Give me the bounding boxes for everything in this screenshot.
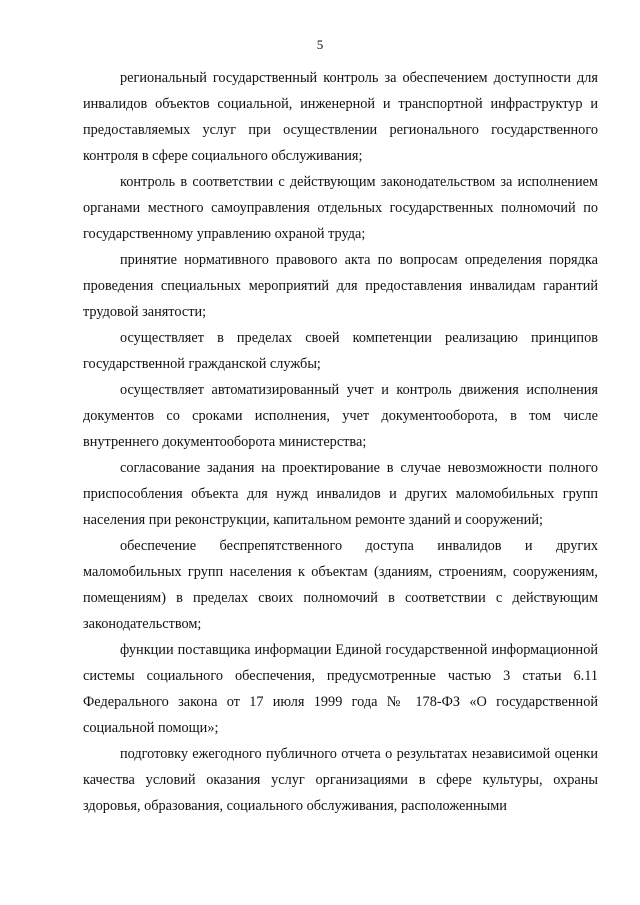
paragraph-civil-service: осуществляет в пределах своей компетенции реализацию принципов государственной гражданской службы; — [83, 330, 598, 372]
paragraph-normative-act: принятие нормативного правового акта по вопросам определения порядка проведения специальных мероприятий для предоставления инвалидам гарантий трудовой занятости; — [83, 252, 598, 320]
paragraph-labor-protection-control: контроль в соответствии с действующим законодательством за исполнением органами местного самоуправления отдельных государственных полномочий по государственному управлению охраной труда; — [83, 174, 598, 242]
paragraph-accessibility: обеспечение беспрепятственного доступа инвалидов и других маломобильных групп населения к объектам (зданиям, строениям, сооружениям, помещениям) в пределах своих полномочий в соответствии с действующим законодательством; — [83, 538, 598, 632]
paragraph-information-supplier: функции поставщика информации Единой государственной информационной системы социального обеспечения, предусмотренные частью 3 статьи 6.11 Федерального закона от 17 июля 1999 года № 178-ФЗ «О государственной социальной помощи»; — [83, 642, 598, 736]
paragraph-document-control: осуществляет автоматизированный учет и контроль движения исполнения документов со сроками исполнения, учет документооборота, в том числе внутреннего документооборота министерства; — [83, 382, 598, 450]
paragraph-annual-report: подготовку ежегодного публичного отчета о результатах независимой оценки качества условий оказания услуг организациями в сфере культуры, охраны здоровья, образования, социального обслуживания, расположенными — [83, 746, 598, 814]
paragraph-design-approval: согласование задания на проектирование в случае невозможности полного приспособления объекта для нужд инвалидов и других маломобильных групп населения при реконструкции, капитальном ремонте зданий и сооружений; — [83, 460, 598, 528]
paragraph-regional-control: региональный государственный контроль за обеспечением доступности для инвалидов объектов социальной, инженерной и транспортной инфраструктур и предоставляемых услуг при осуществлении регионального государственного контроля в сфере социального обслуживания; — [83, 70, 598, 164]
document-body — [83, 65, 598, 819]
page-number: 5 — [316, 37, 324, 52]
